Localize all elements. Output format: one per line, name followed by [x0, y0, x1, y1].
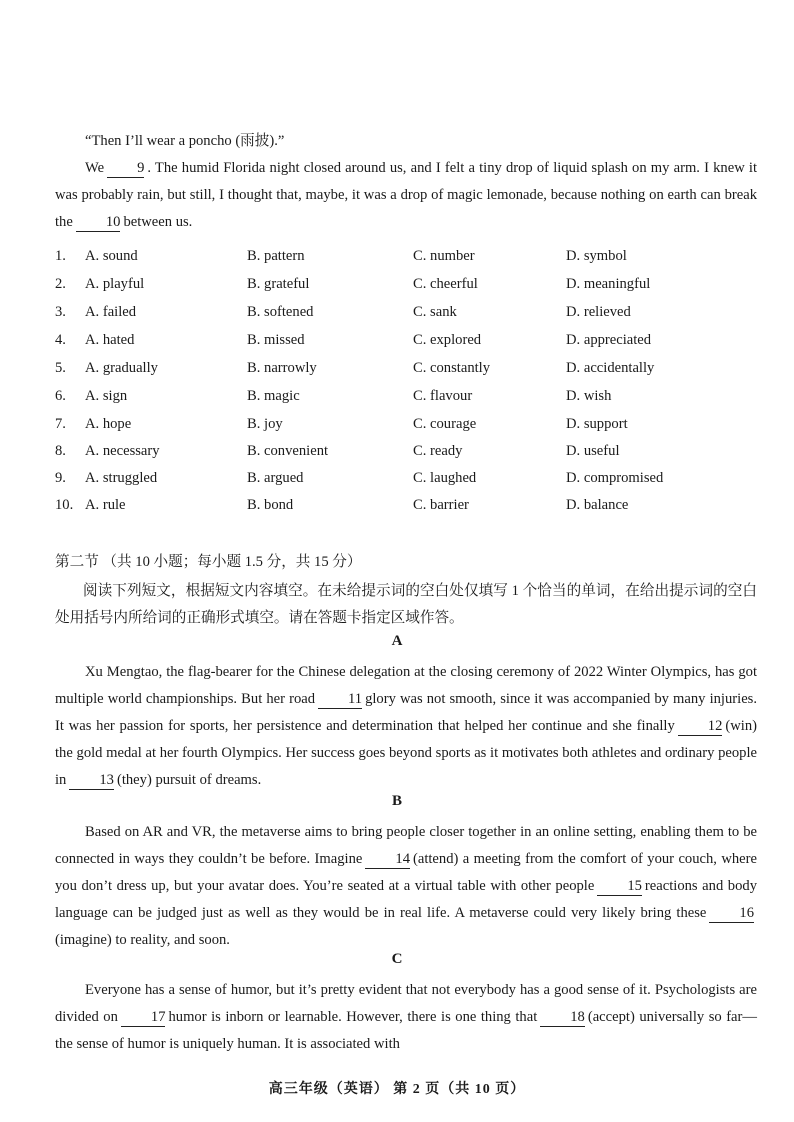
blank-13: 13	[69, 771, 114, 790]
blank-17: 17	[121, 1008, 166, 1027]
page-footer: 高三年级（英语） 第 2 页（共 10 页）	[268, 1082, 526, 1097]
blank-15: 15	[597, 877, 642, 896]
option-row: 2. A. playful B. grateful C. cheerful D. meaningful	[55, 276, 651, 292]
passage-a: Xu Mengtao, the flag-bearer for the Chinese delegation at the closing ceremony of 2022 Winter Olympics, has got multiple world championships. But her road 11 glory was not smooth, since it was accompanied by many injuries. It was her passion for sports, her persistence and determination that helped her continue and she finally 12 (win) the gold medal at her fourth Olympics. Her success goes beyond sports as it motivates both athletes and ordinary people in 13 (they) pursuit of dreams.	[55, 664, 757, 788]
dialogue-line: “Then I’ll wear a poncho (雨披).”	[85, 133, 285, 149]
option-row: 9. A. struggled B. argued C. laughed D. compromised	[55, 470, 664, 486]
section-instructions: 阅读下列短文，根据短文内容填空。在未给提示词的空白处仅填写 1 个恰当的单词，在给出提示词的空白处用括号内所给词的正确形式填空。请在答题卡指定区域作答。	[55, 583, 757, 626]
option-row: 7. A. hope B. joy C. courage D. support	[55, 416, 628, 432]
passage-a-label: A	[391, 633, 403, 649]
blank-11: 11	[318, 690, 362, 709]
story-ending	[55, 128, 757, 236]
option-row: 3. A. failed B. softened C. sank D. relieved	[55, 304, 631, 320]
option-row: 8. A. necessary B. convenient C. ready D. useful	[55, 443, 620, 459]
option-row: 5. A. gradually B. narrowly C. constantly D. accidentally	[55, 360, 655, 376]
passage-b-label: B	[391, 793, 402, 809]
blank-12: 12	[678, 717, 723, 736]
passage-c-label: C	[391, 951, 403, 967]
option-row: 10. A. rule B. bond C. barrier D. balance	[55, 497, 629, 513]
section-heading: 第二节 （共 10 小题；每小题 1.5 分，共 15 分）	[55, 554, 362, 570]
option-row: 4. A. hated B. missed C. explored D. appreciated	[55, 332, 652, 348]
passage-b: Based on AR and VR, the metaverse aims to bring people closer together in an online setting, enabling them to be connected in ways they couldn’t be before. Imagine 14 (attend) a meeting from the comfort of your couch, where you don’t dress up, but your avatar does. You’re seated at a virtual table with other people 15 reactions and body language can be judged just as well as they would be in real life. A metaverse could very likely bring these 16(imagine) to reality, and soon.	[55, 824, 757, 948]
passage-c: Everyone has a sense of humor, but it’s pretty evident that not everybody has a good sense of it. Psychologists are divided on 17 humor is inborn or learnable. However, there is one thing that 18 (accept) universally so far—the sense of humor is uniquely human. It is associated with	[55, 982, 757, 1052]
story-paragraph: We 9 . The humid Florida night closed around us, and I felt a tiny drop of liquid splash on my arm. I knew it was probably rain, but still, I thought that, maybe, it was a drop of magic lemonade, because nothing on earth can break the 10 between us.	[55, 160, 757, 230]
blank-14: 14	[365, 850, 410, 869]
blank-18: 18	[540, 1008, 585, 1027]
blank-9: 9	[107, 159, 144, 178]
blank-10: 10	[76, 213, 121, 232]
option-row: 6. A. sign B. magic C. flavour D. wish	[55, 388, 612, 404]
blank-16: 16	[709, 904, 754, 923]
option-row: 1. A. sound B. pattern C. number D. symbol	[55, 248, 627, 264]
